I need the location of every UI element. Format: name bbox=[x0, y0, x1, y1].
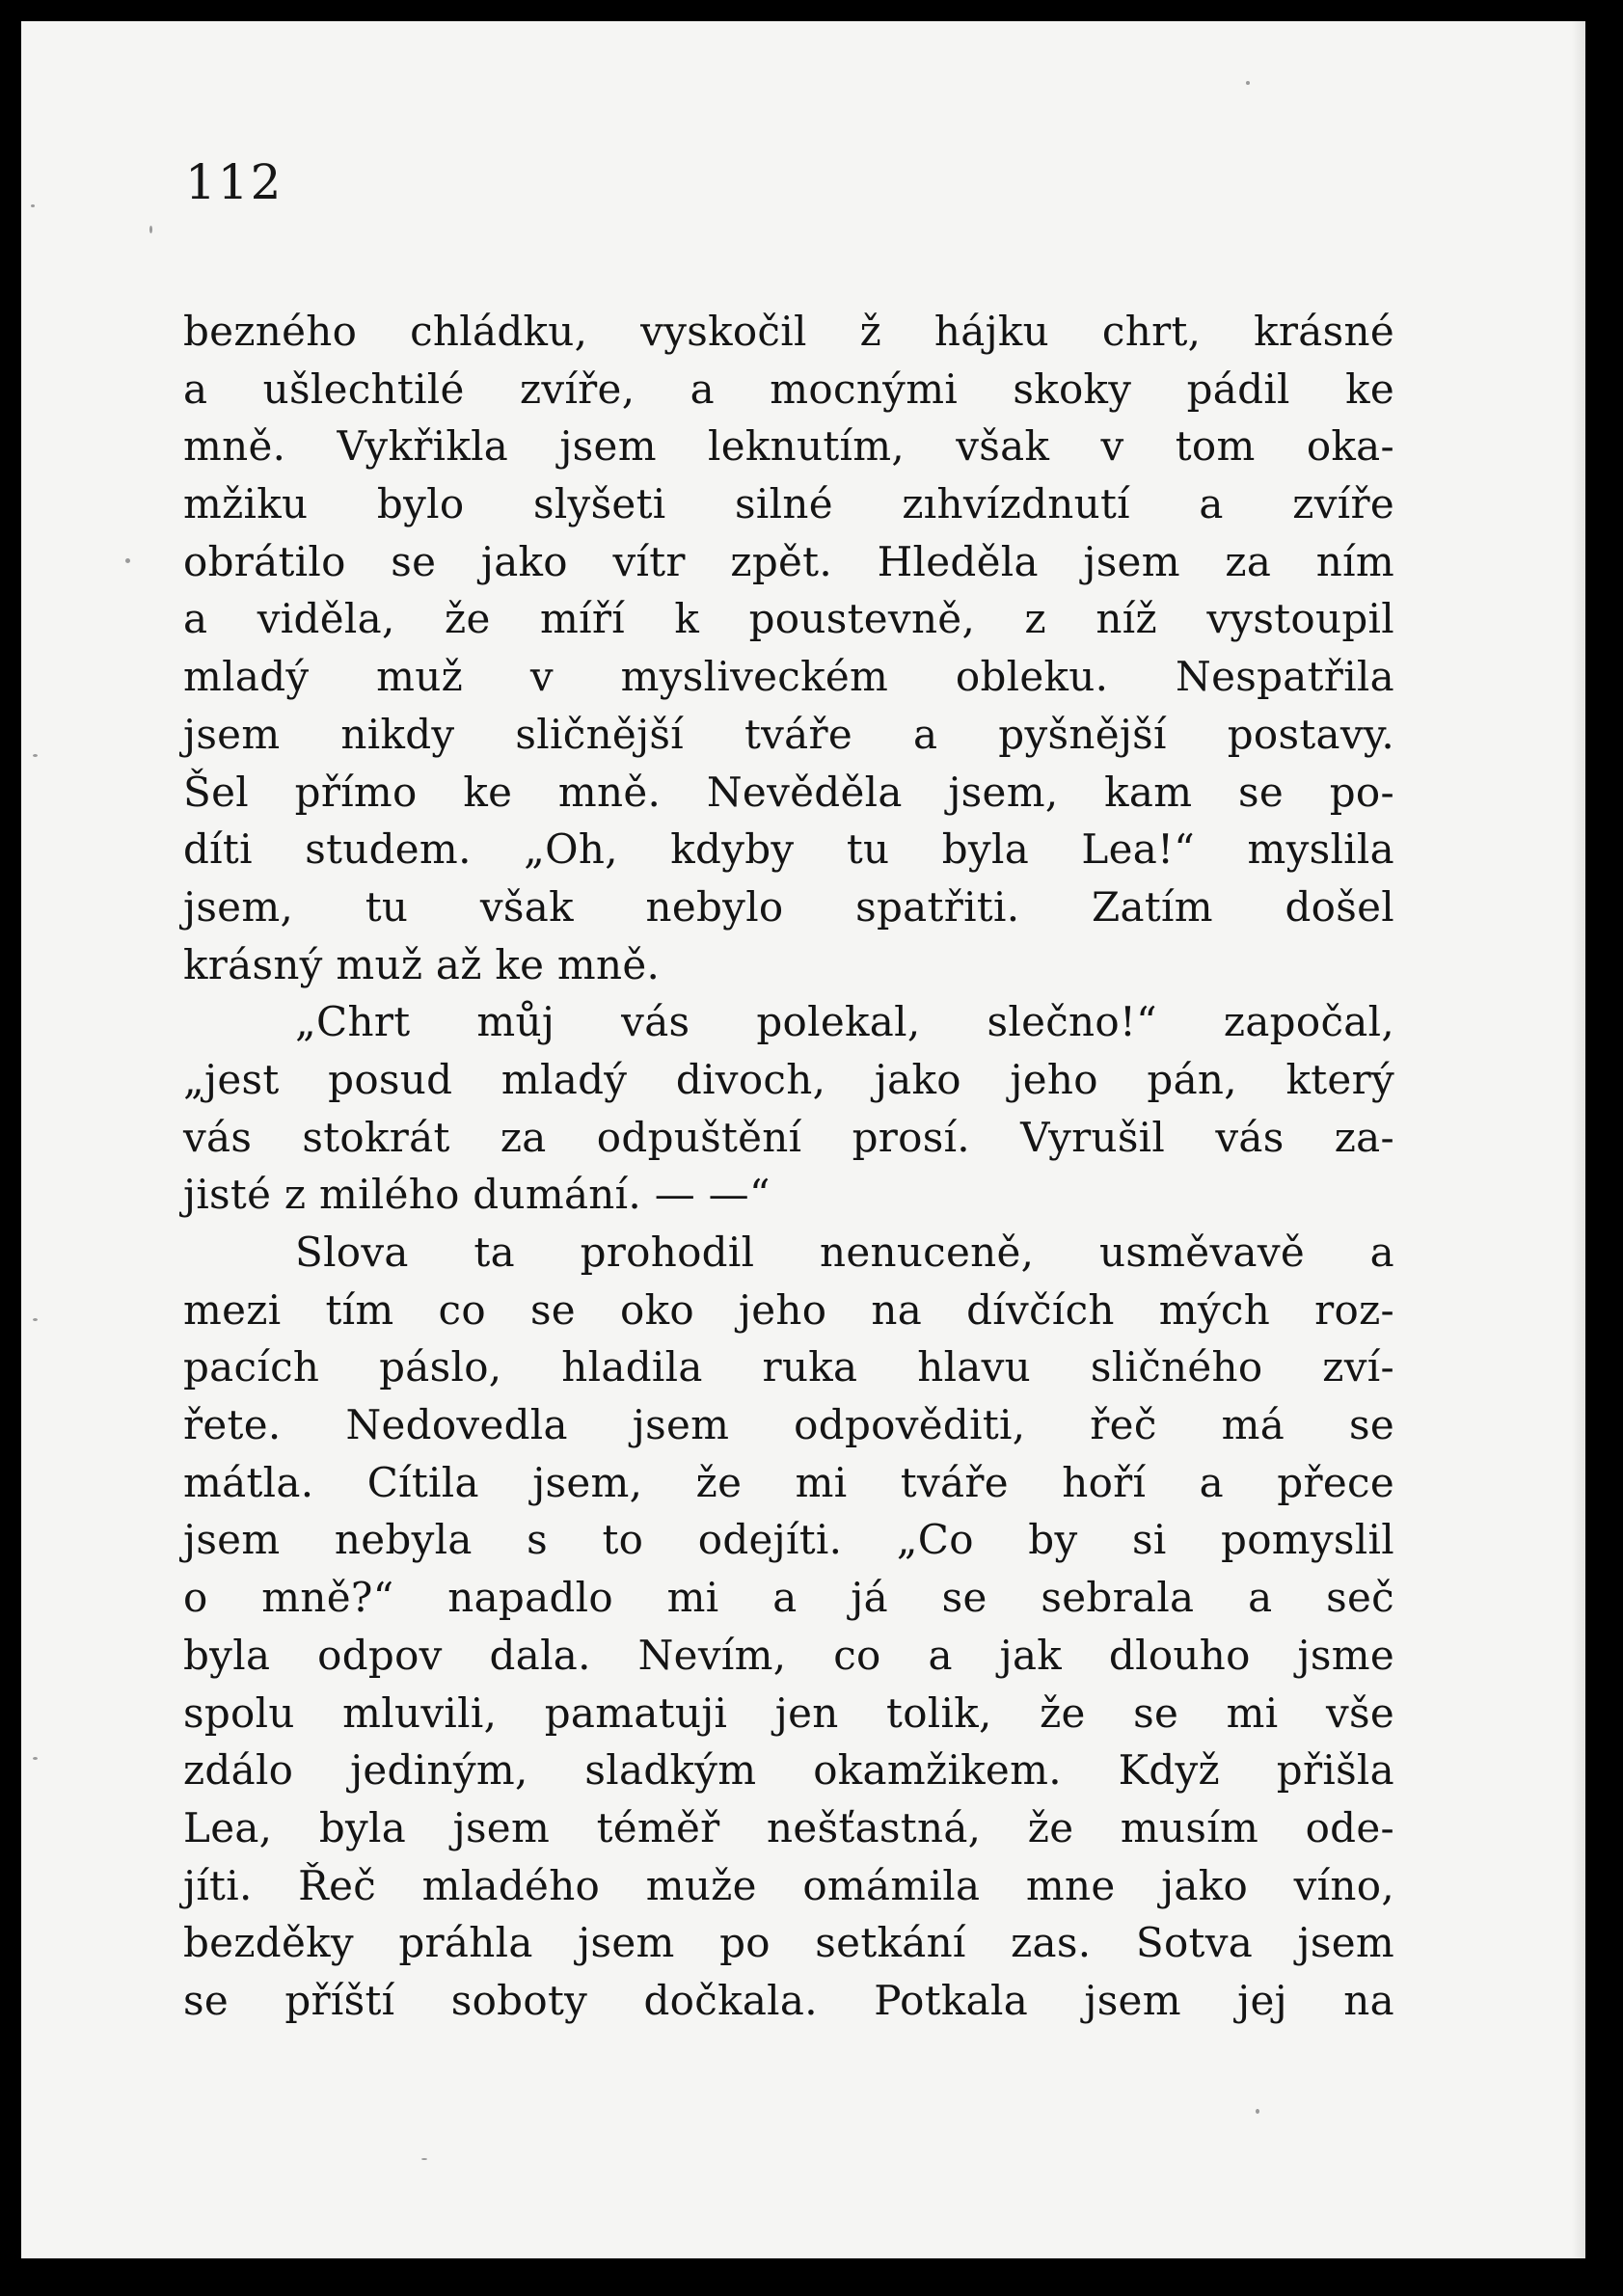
text-line: spolu mluvili, pamatuji jen tolik, že se mi vše bbox=[183, 1688, 1394, 1737]
text-line: jsem, tu však nebylo spatřiti. Zatím došel bbox=[183, 882, 1394, 931]
text-line: „Chrt můj vás polekal, slečno!“ započal, bbox=[295, 998, 1394, 1046]
text-line: jsem nebyla s to odejíti. „Co by si pomyslil bbox=[183, 1516, 1394, 1564]
paper-speck bbox=[421, 2158, 427, 2160]
text-line: obrátilo se jako vítr zpět. Hleděla jsem za ním bbox=[183, 537, 1394, 585]
paper-speck bbox=[33, 1318, 38, 1321]
text-line: byla odpov dala. Nevím, co a jak dlouho jsme bbox=[183, 1631, 1394, 1679]
text-line: díti studem. „Oh, kdyby tu byla Lea!“ myslila bbox=[183, 825, 1394, 874]
text-line: jíti. Řeč mladého muže omámila mne jako víno, bbox=[183, 1861, 1394, 1909]
text-line: Šel přímo ke mně. Nevěděla jsem, kam se po- bbox=[183, 768, 1394, 816]
book-page bbox=[21, 21, 1585, 2258]
text-line: mně. Vykřikla jsem leknutím, však v tom oka- bbox=[183, 422, 1394, 471]
paper-speck bbox=[33, 754, 38, 757]
text-line: mžiku bylo slyšeti silné zıhvízdnutí a zvíře bbox=[183, 480, 1394, 528]
page-number: 112 bbox=[185, 154, 284, 210]
text-line: bezděky práhla jsem po setkání zas. Sotva jsem bbox=[183, 1919, 1394, 1967]
text-line: a ušlechtilé zvíře, a mocnými skoky pádil ke bbox=[183, 365, 1394, 413]
text-line: Slova ta prohodil nenuceně, usměvavě a bbox=[295, 1229, 1394, 1276]
text-line: Lea, byla jsem téměř nešťastná, že musím ode- bbox=[183, 1803, 1394, 1851]
text-line: o mně?“ napadlo mi a já se sebrala a seč bbox=[183, 1574, 1394, 1622]
text-line: mátla. Cítila jsem, že mi tváře hoří a přece bbox=[183, 1458, 1394, 1506]
text-line: mezi tím co se oko jeho na dívčích mých roz- bbox=[183, 1285, 1394, 1334]
text-line: vás stokrát za odpuštění prosí. Vyrušil vás za- bbox=[183, 1113, 1394, 1161]
paper-speck bbox=[125, 558, 130, 563]
paper-speck bbox=[149, 226, 152, 233]
text-line: jisté z milého dumání. — —“ bbox=[183, 1171, 771, 1219]
text-line: se příští soboty dočkala. Potkala jsem jej na bbox=[183, 1976, 1394, 2024]
paper-speck bbox=[1246, 81, 1250, 85]
text-line: a viděla, že míří k poustevně, z níž vystoupil bbox=[183, 595, 1394, 643]
page-edge-shadow bbox=[1572, 21, 1585, 2258]
paper-speck bbox=[1256, 2109, 1259, 2114]
text-line: mladý muž v mysliveckém obleku. Nespatřila bbox=[183, 653, 1394, 701]
body-text bbox=[183, 303, 1394, 2030]
text-line: zdálo jediným, sladkým okamžikem. Když přišla bbox=[183, 1746, 1394, 1795]
text-line: pacích páslo, hladila ruka hlavu sličného zví- bbox=[183, 1343, 1394, 1391]
text-line: bezného chládku, vyskočil ž hájku chrt, krásné bbox=[183, 308, 1394, 355]
text-line: jsem nikdy sličnější tváře a pyšnější postavy. bbox=[183, 710, 1394, 758]
paper-speck bbox=[31, 204, 35, 207]
text-line: krásný muž až ke mně. bbox=[183, 940, 661, 988]
text-line: řete. Nedovedla jsem odpověditi, řeč má se bbox=[183, 1401, 1394, 1449]
paper-speck bbox=[33, 1757, 38, 1760]
text-line: „jest posud mladý divoch, jako jeho pán, který bbox=[183, 1055, 1394, 1103]
